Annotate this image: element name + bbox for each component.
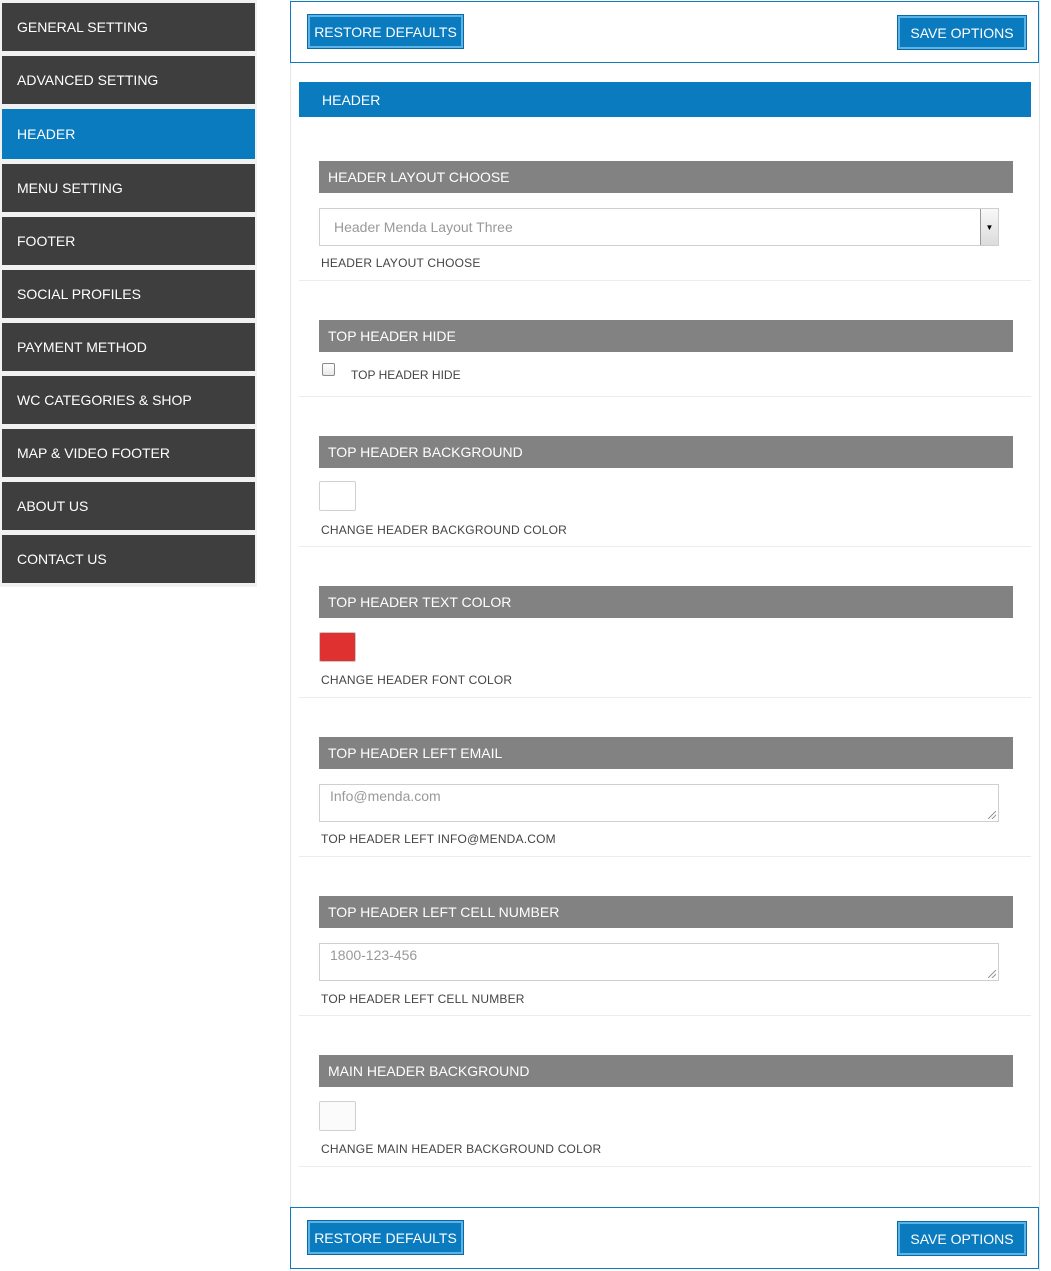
top-header-text-color-swatch[interactable] [319,632,356,662]
restore-defaults-button[interactable]: RESTORE DEFAULTS [308,15,463,48]
field-desc-top-header-left-cell: TOP HEADER LEFT CELL NUMBER [321,992,525,1006]
sidebar-item-label: GENERAL SETTING [17,19,148,35]
sidebar-item-about-us[interactable] [2,482,255,530]
divider [299,280,1031,281]
field-desc-top-header-background: CHANGE HEADER BACKGROUND COLOR [321,523,568,537]
field-desc-header-layout: HEADER LAYOUT CHOOSE [321,256,481,270]
resize-grip-icon[interactable] [988,811,996,819]
header-layout-select[interactable] [319,208,999,246]
chevron-down-icon[interactable]: ▼ [980,209,998,245]
divider [299,546,1031,547]
sidebar-item-advanced-setting[interactable] [2,56,255,104]
sidebar-item-footer[interactable] [2,217,255,265]
section-title: HEADER [299,82,1031,117]
field-desc-top-header-text-color: CHANGE HEADER FONT COLOR [321,673,513,687]
resize-grip-icon[interactable] [988,970,996,978]
restore-defaults-button[interactable]: RESTORE DEFAULTS [308,1221,463,1254]
sidebar-item-general-setting[interactable] [2,3,255,51]
sidebar-item-wc-categories-shop[interactable] [2,376,255,424]
sidebar-item-menu-setting[interactable] [2,164,255,212]
sidebar [0,0,257,587]
field-title-top-header-left-email: TOP HEADER LEFT EMAIL [319,737,1013,769]
sidebar-item-map-video-footer[interactable] [2,429,255,477]
divider [299,697,1031,698]
field-title-header-layout: HEADER LAYOUT CHOOSE [319,161,1013,193]
sidebar-item-header[interactable] [2,109,255,159]
sidebar-item-contact-us[interactable] [2,535,255,583]
sidebar-item-label: HEADER [17,126,76,142]
divider [299,856,1031,857]
top-header-email-value: Info@menda.com [330,788,441,804]
sidebar-item-label: CONTACT US [17,551,107,567]
top-header-email-field[interactable] [319,784,999,822]
top-header-cell-field[interactable] [319,943,999,981]
field-title-top-header-hide: TOP HEADER HIDE [319,320,1013,352]
main-header-background-color-swatch[interactable] [319,1101,356,1131]
field-title-top-header-background: TOP HEADER BACKGROUND [319,436,1013,468]
divider [299,1015,1031,1016]
divider [299,1166,1031,1167]
divider [299,396,1031,397]
field-title-top-header-text-color: TOP HEADER TEXT COLOR [319,586,1013,618]
field-title-main-header-background: MAIN HEADER BACKGROUND [319,1055,1013,1087]
sidebar-item-label: MAP & VIDEO FOOTER [17,445,170,461]
sidebar-item-label: ABOUT US [17,498,89,514]
field-desc-main-header-background: CHANGE MAIN HEADER BACKGROUND COLOR [321,1142,602,1156]
top-header-background-color-swatch[interactable] [319,481,356,511]
top-header-hide-checkbox[interactable] [322,363,335,376]
sidebar-item-label: WC CATEGORIES & SHOP [17,392,192,408]
field-desc-top-header-left-email: TOP HEADER LEFT INFO@MENDA.COM [321,832,556,846]
top-header-hide-label: TOP HEADER HIDE [351,368,461,382]
header-layout-select-value: Header Menda Layout Three [334,219,513,235]
sidebar-item-label: FOOTER [17,233,76,249]
bottom-action-bar [290,1207,1039,1269]
sidebar-item-label: MENU SETTING [17,180,123,196]
field-title-top-header-left-cell: TOP HEADER LEFT CELL NUMBER [319,896,1013,928]
sidebar-item-social-profiles[interactable] [2,270,255,318]
sidebar-item-payment-method[interactable] [2,323,255,371]
sidebar-item-label: ADVANCED SETTING [17,72,159,88]
save-options-button[interactable]: SAVE OPTIONS [898,16,1026,49]
top-header-cell-value: 1800-123-456 [330,947,418,963]
sidebar-item-label: SOCIAL PROFILES [17,286,141,302]
save-options-button[interactable]: SAVE OPTIONS [898,1222,1026,1255]
sidebar-item-label: PAYMENT METHOD [17,339,147,355]
top-action-bar [290,1,1039,63]
